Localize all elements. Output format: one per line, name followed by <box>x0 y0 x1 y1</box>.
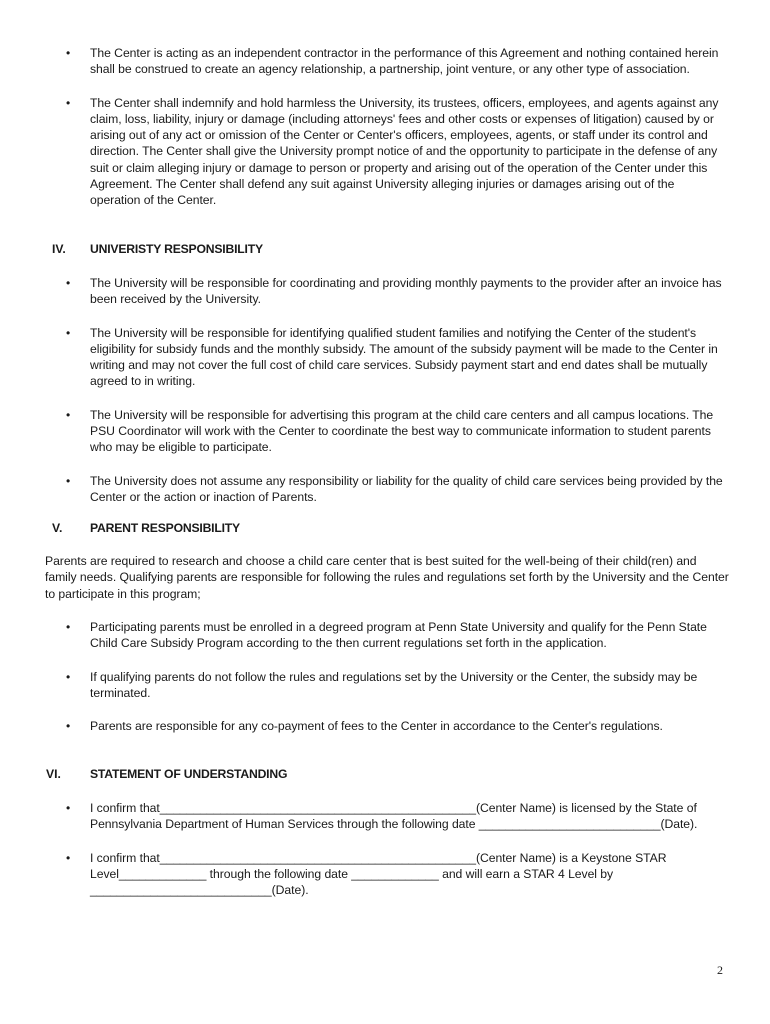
bullet-text: The University will be responsible for coordinating and providing monthly payments to the provider after an invoice has been received by the University. <box>90 276 722 307</box>
bullet-icon: • <box>66 669 71 684</box>
section-vi-number: VI. <box>46 767 61 781</box>
bullet-icon: • <box>66 850 71 865</box>
bullet-icon: • <box>66 276 71 290</box>
top-bullet-list <box>0 45 770 209</box>
section-vi-bullet-list <box>0 800 770 898</box>
section-v-bullet-list <box>0 619 770 734</box>
list-item <box>66 325 725 390</box>
bullet-icon: • <box>66 719 71 734</box>
list-item <box>66 718 725 734</box>
bullet-text: The University will be responsible for identifying qualified student families and notifying the Center of the student's eligibility for subsidy funds and the monthly subsidy. The amount of the subsidy payment will be made to the Center in writing and may not cover the full cost of child care services. Subsidy payment start and end dates shall be mutually agreed to in writing. <box>90 325 718 389</box>
section-v-number: V. <box>52 521 63 535</box>
bullet-icon: • <box>66 95 71 110</box>
list-item <box>66 850 725 899</box>
bullet-text: The Center is acting as an independent contractor in the performance of this Agreement and nothing contained herein shall be construed to create an agency relationship, a partnership, joint venture, or any other type of association. <box>90 46 719 77</box>
list-item <box>66 619 725 652</box>
bullet-icon: • <box>66 801 71 815</box>
list-item <box>66 95 725 209</box>
list-item <box>66 473 725 506</box>
page-number: 2 <box>717 963 723 977</box>
list-item <box>66 407 725 456</box>
section-v-intro: Parents are required to research and choose a child care center that is best suited for the well-being of their child(ren) and family needs. Qualifying parents are responsible for following the rules and regulations set forth by the University and the Center to participate in this program; <box>45 554 729 601</box>
bullet-text: The Center shall indemnify and hold harmless the University, its trustees, officers, employees, and agents against any claim, loss, liability, injury or damage (including attorneys' fees and other costs or expenses of litigation) caused by or arising out of any act or omission of the Center or Center's officers, employees, agents, or staff under its control and direction. The Center shall give the University prompt notice of and the opportunity to participate in the defense of any suit or claim alleging injury or damage to person or property and arising out of the operation of the Center under this Agreement. The Center shall defend any suit against University alleging injuries or damages arising out of the operation of the Center. <box>90 95 719 208</box>
list-item <box>66 669 725 702</box>
list-item <box>66 45 725 78</box>
list-item <box>66 800 725 833</box>
bullet-text: Participating parents must be enrolled in a degreed program at Penn State University and qualify for the Penn State Child Care Subsidy Program according to the then current regulations set forth in the application. <box>90 620 707 651</box>
bullet-text: I confirm that_______________________________________________(Center Name) is a Keystone STAR Level_____________ through the following date _____________ and will earn a STAR 4 Level by ___________________________(Date). <box>90 850 667 898</box>
bullet-text: If qualifying parents do not follow the rules and regulations set by the University or the Center, the subsidy may be terminated. <box>90 669 698 700</box>
bullet-icon: • <box>66 46 71 60</box>
bullet-icon: • <box>66 620 71 634</box>
section-iv-title: UNIVERISTY RESPONSIBILITY <box>90 242 263 256</box>
bullet-text: The University does not assume any responsibility or liability for the quality of child care services being provided by the Center or the action or inaction of Parents. <box>90 473 723 504</box>
bullet-icon: • <box>66 325 71 340</box>
bullet-icon: • <box>66 473 71 488</box>
bullet-text: Parents are responsible for any co-payment of fees to the Center in accordance to the Center's regulations. <box>90 719 663 734</box>
section-iv-bullet-list <box>0 275 770 505</box>
bullet-text: I confirm that_______________________________________________(Center Name) is licensed by the State of Pennsylvania Department of Human Services through the following date ___________________________(Date). <box>90 801 698 832</box>
section-iv-number: IV. <box>52 242 66 256</box>
bullet-text: The University will be responsible for advertising this program at the child care centers and all campus locations. The PSU Coordinator will work with the Center to coordinate the best way to communicate information to student parents who may be eligible to participate. <box>90 407 714 455</box>
list-item <box>66 275 725 308</box>
bullet-icon: • <box>66 407 71 422</box>
section-vi-title: STATEMENT OF UNDERSTANDING <box>90 767 288 781</box>
section-v-title: PARENT RESPONSIBILITY <box>90 521 240 535</box>
